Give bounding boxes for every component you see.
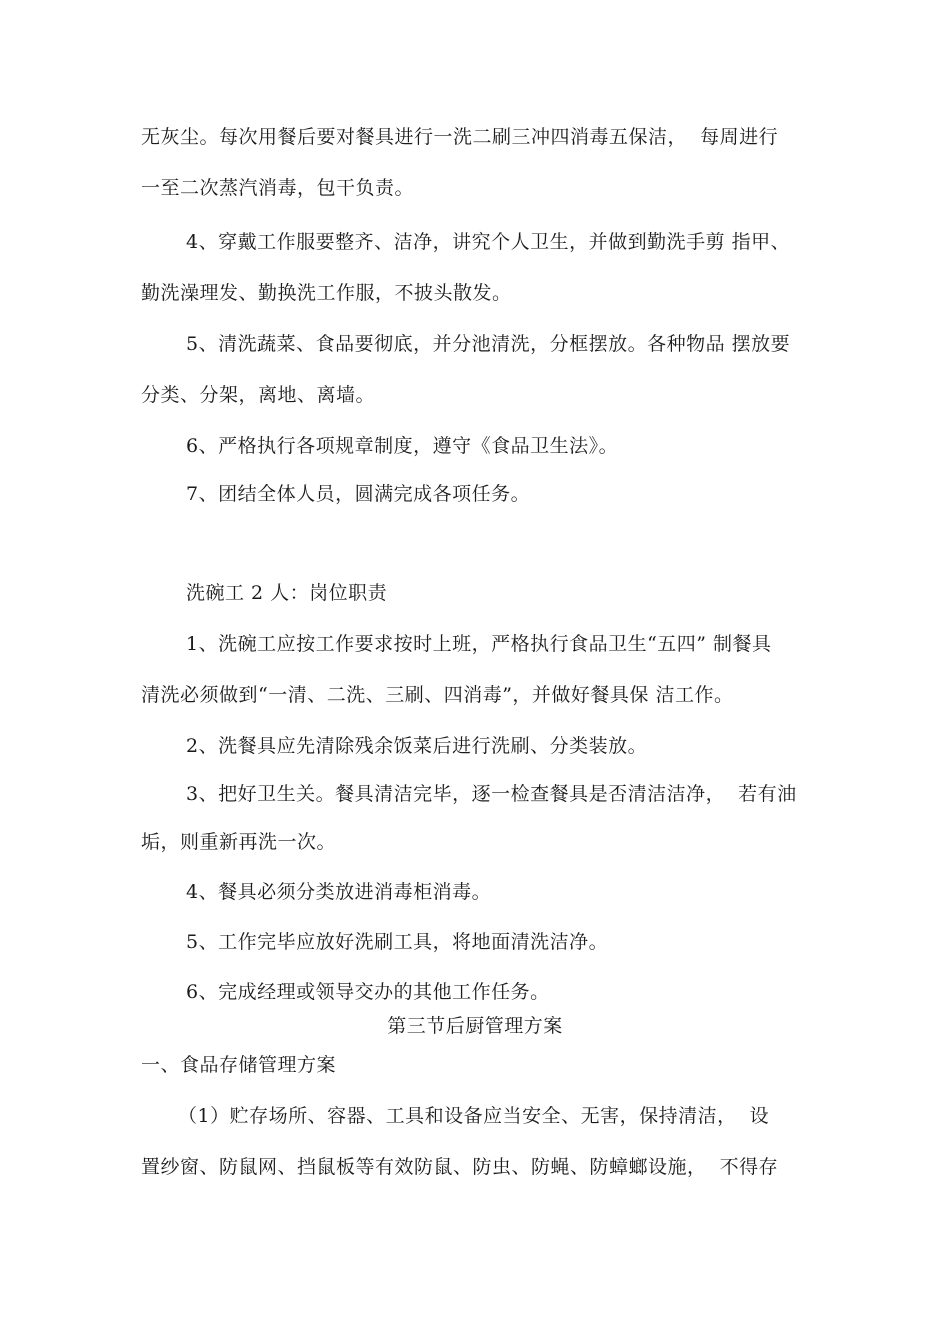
line-5: 5、清洗蔬菜、食品要彻底，并分池清洗，分框摆放。各种物品 摆放要 <box>186 333 791 355</box>
line-10: 1、洗碗工应按工作要求按时上班，严格执行食品卫生“五四” 制餐具 <box>186 633 772 655</box>
line-4: 勤洗澡理发、勤换洗工作服，不披头散发。 <box>141 282 512 304</box>
line-1: 无灰尘。每次用餐后要对餐具进行一洗二刷三冲四消毒五保洁， 每周进行 <box>141 126 779 148</box>
line-13: 3、把好卫生关。餐具清洁完毕，逐一检查餐具是否清洁洁净， 若有油 <box>186 783 797 805</box>
line-3: 4、穿戴工作服要整齐、洁净，讲究个人卫生，并做到勤洗手剪 指甲、 <box>186 231 791 253</box>
line-21: 置纱窗、防鼠网、挡鼠板等有效防鼠、防虫、防蝇、防蟑螂设施， 不得存 <box>141 1156 779 1178</box>
line-8: 7、团结全体人员，圆满完成各项任务。 <box>186 483 531 505</box>
section-title: 第三节后厨管理方案 <box>387 1015 563 1037</box>
line-16: 5、工作完毕应放好洗刷工具，将地面清洗洁净。 <box>186 931 609 953</box>
line-14: 垢，则重新再洗一次。 <box>141 831 337 853</box>
line-6: 分类、分架，离地、离墙。 <box>141 384 376 406</box>
line-20: （1）贮存场所、容器、工具和设备应当安全、无害，保持清洁， 设 <box>178 1105 770 1127</box>
line-15: 4、餐具必须分类放进消毒柜消毒。 <box>186 881 492 903</box>
subsection-heading: 一、食品存储管理方案 <box>141 1054 337 1076</box>
line-11: 清洗必须做到“一清、二洗、三刷、四消毒”，并做好餐具保 洁工作。 <box>141 684 734 706</box>
line-12: 2、洗餐具应先清除残余饭菜后进行洗刷、分类装放。 <box>186 735 648 757</box>
line-17: 6、完成经理或领导交办的其他工作任务。 <box>186 981 550 1003</box>
section-heading-dishwasher: 洗碗工 2 人：岗位职责 <box>186 582 388 604</box>
line-2: 一至二次蒸汽消毒，包干负责。 <box>141 177 415 199</box>
line-7: 6、严格执行各项规章制度，遵守《食品卫生法》。 <box>186 435 619 457</box>
